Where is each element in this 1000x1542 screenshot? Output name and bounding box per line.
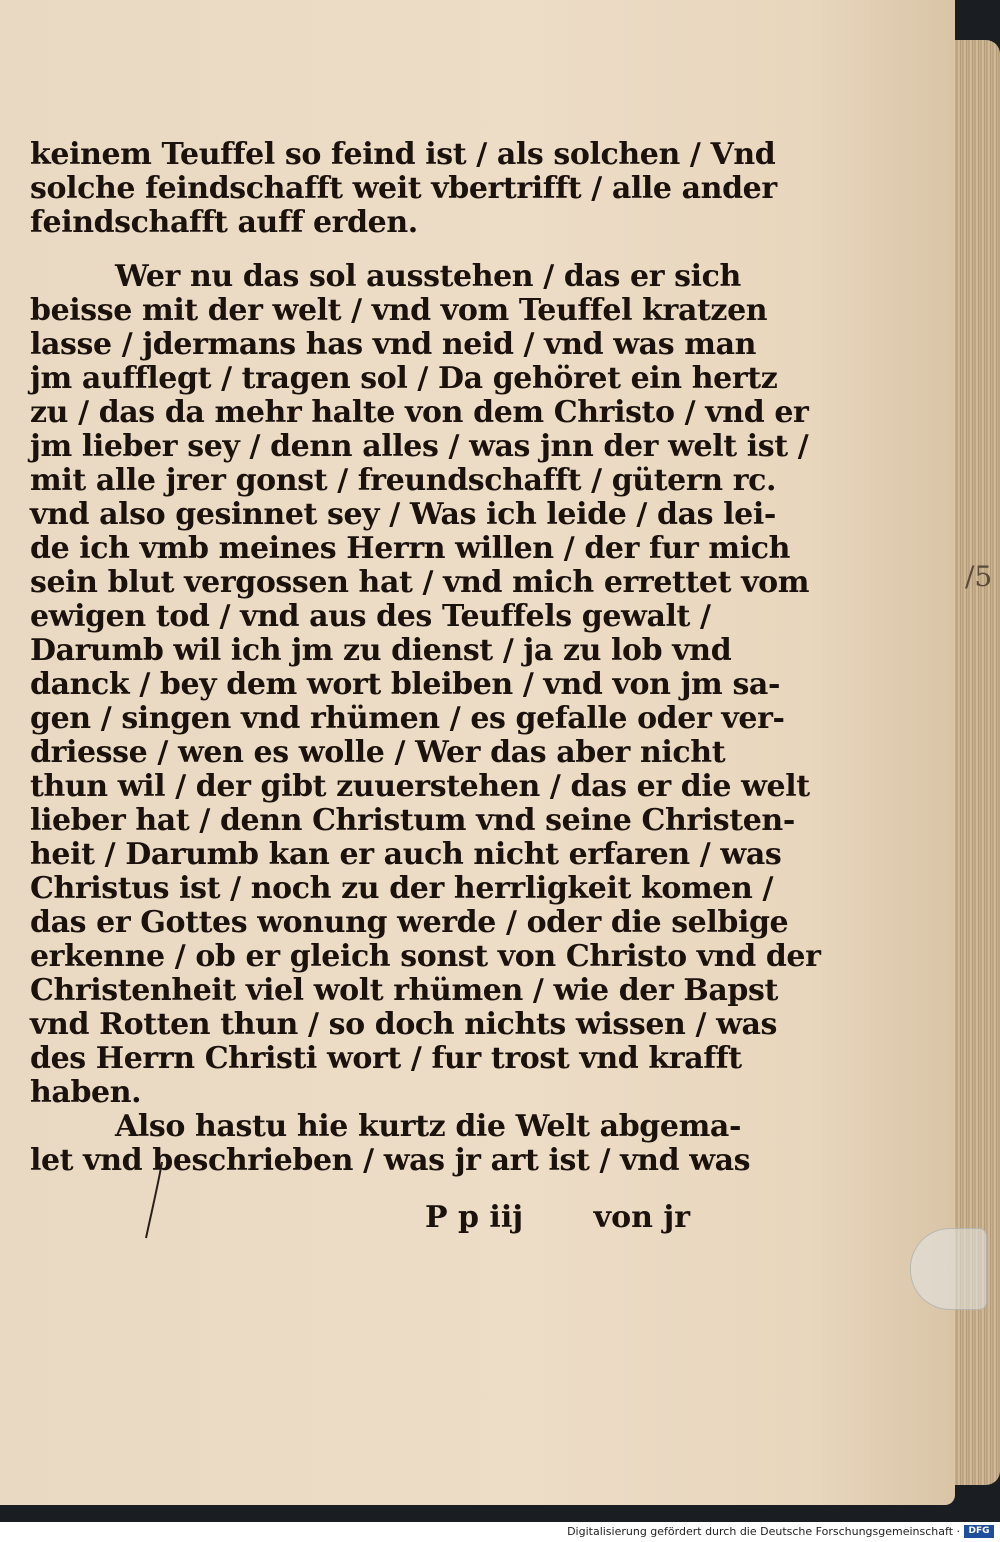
text-line: solche feindschafft weit vbertrifft / alle ander <box>30 171 777 206</box>
ink-stroke-mark <box>140 1160 170 1240</box>
text-line: ewigen tod / vnd aus des Teuffels gewalt / <box>30 599 711 634</box>
page-footer-line <box>30 1200 690 1234</box>
margin-mark: /5 <box>965 560 993 593</box>
text-line: de ich vmb meines Herrn willen / der fur mich <box>30 531 791 566</box>
text-line: beisse mit der welt / vnd vom Teuffel kratzen <box>30 293 768 328</box>
text-line: lieber hat / denn Christum vnd seine Christen- <box>30 803 795 838</box>
page-body-text <box>30 137 821 1178</box>
catchword: von jr <box>593 1200 690 1235</box>
text-line: Christenheit viel wolt rhümen / wie der Bapst <box>30 973 778 1008</box>
text-line: jm lieber sey / denn alles / was jnn der welt ist / <box>30 429 809 464</box>
text-line: danck / bey dem wort bleiben / vnd von jm sa- <box>30 667 781 702</box>
page-clip <box>910 1228 987 1310</box>
signature-mark: P p iij <box>425 1200 524 1235</box>
text-line: vnd also gesinnet sey / Was ich leide / das lei- <box>30 497 776 532</box>
paragraph-start-line: Wer nu das sol ausstehen / das er sich <box>115 259 741 294</box>
paragraph-start-line: Also hastu hie kurtz die Welt abgema- <box>115 1109 741 1144</box>
text-line: sein blut vergossen hat / vnd mich errettet vom <box>30 565 810 600</box>
text-line: Christus ist / noch zu der herrligkeit komen / <box>30 871 774 906</box>
text-line: gen / singen vnd rhümen / es gefalle oder ver- <box>30 701 785 736</box>
text-line: let vnd beschrieben / was jr art ist / vnd was <box>30 1143 751 1178</box>
text-line: mit alle jrer gonst / freundschafft / gütern rc. <box>30 463 777 498</box>
footer-bar <box>0 1522 1000 1542</box>
text-line: jm aufflegt / tragen sol / Da gehöret ein hertz <box>30 361 778 396</box>
dfg-logo: DFG <box>964 1525 994 1538</box>
text-line: Darumb wil ich jm zu dienst / ja zu lob vnd <box>30 633 732 668</box>
text-line: das er Gottes wonung werde / oder die selbige <box>30 905 789 940</box>
text-line: lasse / jdermans has vnd neid / vnd was man <box>30 327 757 362</box>
text-line: erkenne / ob er gleich sonst von Christo vnd der <box>30 939 821 974</box>
text-line: haben. <box>30 1075 142 1110</box>
text-line: heit / Darumb kan er auch nicht erfaren / was <box>30 837 782 872</box>
text-line: zu / das da mehr halte von dem Christo / vnd er <box>30 395 809 430</box>
text-line: keinem Teuffel so feind ist / als solchen / Vnd <box>30 137 776 172</box>
text-line: driesse / wen es wolle / Wer das aber nicht <box>30 735 726 770</box>
text-line: feindschafft auff erden. <box>30 205 418 240</box>
text-line: vnd Rotten thun / so doch nichts wissen / was <box>30 1007 778 1042</box>
text-line: thun wil / der gibt zuuerstehen / das er die welt <box>30 769 810 804</box>
text-line: des Herrn Christi wort / fur trost vnd krafft <box>30 1041 742 1076</box>
funding-credit: Digitalisierung gefördert durch die Deutsche Forschungsgemeinschaft · <box>567 1525 960 1538</box>
